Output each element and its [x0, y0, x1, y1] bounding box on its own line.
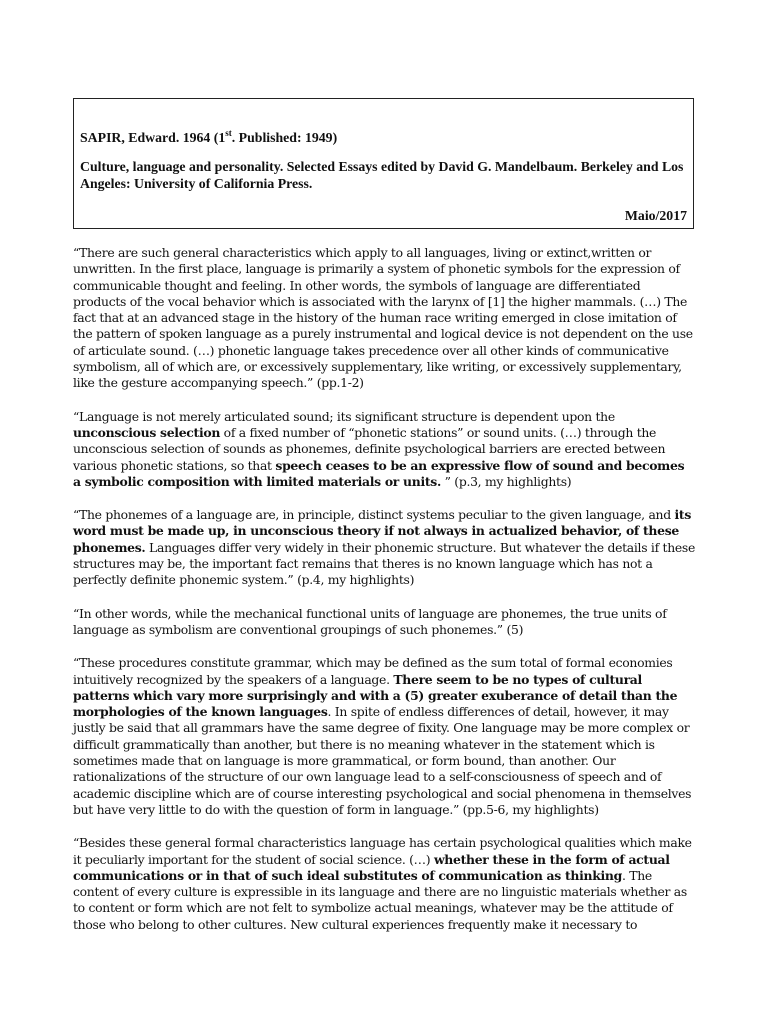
- quote-paragraph-5: “These procedures constitute grammar, which may be defined as the sum total of formal economies intuitively recognized by the speakers of a language. There seem to be no types of cultural patterns which vary more surprisingly and with a (5) greater exuberance of detail than the morphologies of the known languages. In spite of endless differences of detail, however, it may justly be said that all grammars have the same degree of fixity. One language may be more complex or difficult grammatically than another, but there is no meaning whatever in the statement which is sometimes made that on language is more grammatical, or form bound, than another. Our rationalizations of the structure of our own language lead to a self-consciousness of speech and of academic discipline which are of course interesting psychological and social phenomena in themselves but have very little to do with the question of form in language.” (pp.5-6, my highlights): [73, 655, 692, 817]
- reference-title-line: Culture, language and personality. Selected Essays edited by David G. Mandelbaum. Berkeley and Los Angeles: University of California Press.: [80, 159, 684, 191]
- quotation-body: [73, 245, 695, 950]
- quote-paragraph-2: “Language is not merely articulated sound; its significant structure is dependent upon the unconscious selection of a fixed number of “phonetic stations” or sound units. (…) through the unconscious selection of sounds as phonemes, definite psychological barriers are erected between various phonetic stations, so that speech ceases to be an expressive flow of sound and becomes a symbolic composition with limited materials or units. ” (p.3, my highlights): [73, 408, 685, 489]
- reference-date: Maio/2017: [624, 208, 687, 223]
- quote-paragraph-3: “The phonemes of a language are, in principle, distinct systems peculiar to the given language, and its word must be made up, in unconscious theory if not always in actualized behavior, of these phonemes. Languages differ very widely in their phonemic structure. But whatever the details if these structures may be, the important fact remains that theres is no known language which has not a perfectly definite phonemic system.” (p.4, my highlights): [73, 507, 695, 588]
- quote-paragraph-6: “Besides these general formal characteristics language has certain psychological qualities which make it peculiarly important for the student of social science. (…) whether these in the form of actual communications or in that of such ideal substitutes of communication as thinking. The content of every culture is expressible in its language and there are no linguistic materials whether as to content or form which are not felt to symbolize actual meanings, whatever may be the attitude of those who belong to other cultures. New cultural experiences frequently make it necessary to: [73, 835, 692, 932]
- reference-author-line: SAPIR, Edward. 1964 (1st. Published: 1949): [80, 128, 338, 145]
- quote-paragraph-4: “In other words, while the mechanical functional units of language are phonemes, the true units of language as symbolism are conventional groupings of such phonemes.” (5): [73, 605, 667, 637]
- quote-paragraph-1: “There are such general characteristics which apply to all languages, living or extinct,written or unwritten. In the first place, language is primarily a system of phonetic symbols for the expression of communicable thought and feeling. In other words, the symbols of language are differentiated products of the vocal behavior which is associated with the larynx of [1] the higher mammals. (…) The fact that at an advanced stage in the history of the human race writing emerged in close imitation of the pattern of spoken language as a purely instrumental and logical device is not dependent on the use of articulate sound. (…) phonetic language takes precedence over all other kinds of communicative symbolism, all of which are, or excessively supplementary, like writing, or excessively supplementary, like the gesture accompanying speech.” (pp.1-2): [73, 245, 693, 391]
- reference-box: [73, 98, 694, 229]
